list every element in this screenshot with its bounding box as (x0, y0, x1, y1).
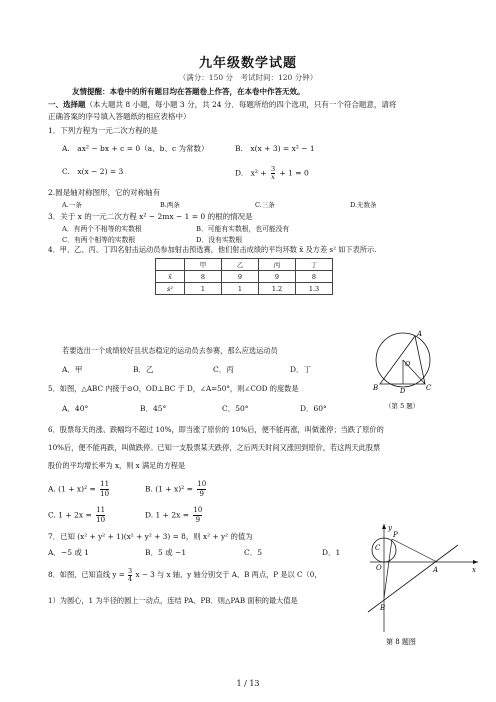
q6-d-lhs: D. 1 + 2x = (145, 510, 190, 520)
q6-option-a (48, 480, 109, 499)
section1-desc-cont: 正确答案的序号填入答题纸的相应表格中） (48, 112, 191, 121)
y-axis-arrow (382, 524, 386, 529)
table-cell: 丙 (259, 259, 296, 271)
q8-stem (48, 566, 321, 584)
label-c: C (426, 384, 432, 392)
q4-stem: 4．甲、乙、丙、丁四名射击运动员参加射击预选赛，他们射击成绩的平均环数 x̄ 及方差 s² 如下表所示. (48, 245, 377, 254)
label-o: O (405, 360, 411, 368)
q8-figure-caption: 第 8 题图 (386, 638, 416, 646)
q8-stem-pre: 8．如图，已知直线 y = (48, 570, 125, 579)
q2-option-a: A.一条 (62, 201, 82, 209)
q1-stem: 1．下列方程为一元二次方程的是 (48, 126, 158, 135)
page-title: 九年级数学试题 (198, 56, 297, 71)
line-ab (368, 545, 458, 612)
q6-option-c (48, 506, 105, 525)
q7-stem: 7．已知 (x² + y² + 1)(x² + y² + 3) = 8，则 x² + y² 的值为 (48, 532, 253, 541)
section1-desc: （本大题共 8 小题，每小题 3 分，共 24 分．每题所给的四个选项，只有一个符合题意，请将 (85, 100, 397, 109)
section1-intro (48, 100, 396, 110)
exam-info: （满分：150 分 考试时间：120 分钟） (178, 73, 318, 82)
q2-option-b: B.两条 (160, 201, 180, 209)
table-cell: s² (156, 283, 185, 295)
q5-circle-figure (363, 328, 443, 412)
q4-score-table (155, 258, 333, 295)
q6-line2: 10%后，便不能再跌，叫做跌停。已知一支股票某天跌停，之后两天时间又涨回到原价，若这两天此股票 (48, 443, 381, 452)
q1-d-denominator: x (271, 173, 275, 181)
q5-stem: 5．如图，△ABC 内接于⊙O，OD⊥BC 于 D，∠A=50°，则∠COD 的度数是 (48, 384, 299, 393)
q3-stem: 3．关于 x 的一元二次方程 x² − 2mx − 1 = 0 的根的情况是 (48, 212, 253, 221)
q6-b-fraction (197, 480, 206, 499)
table-cell: 9 (259, 271, 296, 283)
q3-option-b: B．可能有实数根，也可能没有 (196, 225, 290, 233)
label-a: A (433, 566, 439, 574)
q3-option-c: C．有两个相等的实数根 (62, 236, 136, 244)
q2-option-c: C.三条 (255, 201, 275, 209)
table-cell: 1.2 (259, 283, 296, 295)
q1-option-b: B. x(x + 3) = x² − 1 (235, 144, 315, 153)
label-p: P (393, 531, 398, 539)
q1-d-suffix: + 1 = 0 (279, 168, 309, 178)
label-x: x (472, 566, 476, 574)
q7-option-c: C．5 (244, 548, 263, 557)
q4-option-d: D．丁 (290, 365, 312, 374)
q2-option-d: D.无数条 (350, 201, 377, 209)
table-cell: 8 (185, 271, 222, 283)
q5-option-b: B．45° (140, 404, 167, 413)
q1-option-c: C. x(x − 2) = 3 (62, 167, 124, 176)
table-cell: 1 (222, 283, 259, 295)
q6-c-fraction (96, 506, 105, 525)
q7-option-d: D．1 (322, 548, 341, 557)
table-cell: 9 (222, 271, 259, 283)
q6-c-numerator: 11 (96, 506, 106, 514)
q1-d-fraction (271, 166, 275, 181)
label-b: B (380, 604, 386, 612)
q4-option-b: B．乙 (133, 365, 154, 374)
q6-c-lhs: C. 1 + 2x = (48, 510, 92, 520)
label-d: D (400, 387, 406, 395)
q7-option-b: B．5 或 −1 (145, 548, 187, 557)
table-cell (156, 259, 185, 271)
q7-option-a: A．−5 或 1 (48, 548, 90, 557)
q4-option-c: C．丙 (213, 365, 234, 374)
label-a: A (417, 330, 423, 338)
q6-b-lhs: B. (1 + x)² = (145, 484, 193, 494)
page-number: 1 / 13 (236, 679, 260, 688)
q1-d-numerator: 3 (270, 165, 276, 173)
table-row-mean (156, 271, 333, 283)
label-b: B (373, 384, 379, 392)
q8-numerator: 3 (128, 566, 133, 575)
table-row-header (156, 259, 333, 271)
q5-figure-caption: （第 5 题） (385, 402, 420, 410)
q6-a-denominator: 10 (100, 490, 110, 498)
q1-option-d (235, 166, 309, 181)
q6-c-denominator: 10 (96, 516, 106, 524)
q6-a-fraction (100, 480, 109, 499)
q3-option-d: D．没有实数根 (196, 236, 243, 244)
q5-option-a: A．40° (62, 404, 89, 413)
x-axis-arrow (473, 560, 478, 564)
q6-line1: 6．股票每天的涨、跌幅均不超过 10%，即当涨了原价的 10%后，便不能再涨，叫做涨停；当跌了原价的 (48, 425, 384, 434)
q6-b-numerator: 10 (197, 480, 207, 488)
q6-line3: 股价的平均增长率为 x，则 x 满足的方程是 (48, 461, 186, 470)
q6-d-numerator: 10 (193, 506, 203, 514)
table-cell: 丁 (296, 259, 333, 271)
q6-option-d (145, 506, 202, 525)
segment-pa (392, 539, 437, 562)
table-cell: 8 (296, 271, 333, 283)
q5-option-d: D．60° (300, 404, 327, 413)
q6-b-denominator: 9 (199, 490, 204, 498)
q8-denominator: 4 (128, 574, 133, 583)
label-y: y (388, 524, 392, 532)
q3-option-a: A．有两个不相等的实数根 (62, 225, 142, 233)
q6-d-denominator: 9 (195, 516, 201, 524)
q6-a-numerator: 11 (100, 480, 110, 488)
spacer-line (374, 538, 460, 602)
table-cell: 1 (185, 283, 222, 295)
q8-stem-post: x − 3 与 x 轴、y 轴分别交于 A、B 两点，P 是以 C（0， (135, 570, 322, 579)
q6-option-b (145, 480, 206, 499)
section1-heading: 一、选择题 (48, 100, 86, 109)
label-c: C (375, 544, 381, 552)
tip-text: 友情提醒：本卷中的所有题目均在答题卷上作答，在本卷中作答无效。 (72, 87, 305, 96)
q4-option-a: A．甲 (62, 365, 83, 374)
q8-coordinate-figure (362, 520, 484, 646)
q6-d-fraction (193, 506, 202, 525)
segment-pb (384, 539, 392, 598)
q5-option-c: C．50° (222, 404, 249, 413)
label-o: O (376, 564, 382, 572)
table-row-variance (156, 283, 333, 295)
q1-option-a: A. ax² − bx + c = 0（a、b、c 为常数） (62, 144, 209, 153)
table-cell: 1.3 (296, 283, 333, 295)
q1-d-prefix: D. x² + (235, 168, 267, 178)
q4-question: 若要选出一个成绩较好且状态稳定的运动员去参赛，那么应选运动员 (62, 346, 278, 355)
q8-fraction (128, 568, 132, 583)
q2-stem: 2.圆是轴对称图形，它的对称轴有 (48, 188, 161, 197)
table-cell: 甲 (185, 259, 222, 271)
q6-a-lhs: A. (1 + x)² = (48, 484, 96, 494)
q8-line2: 1）为圆心，1 为半径的圆上一动点，连结 PA、PB．则△PAB 面积的最大值是 (48, 596, 298, 605)
table-cell: 乙 (222, 259, 259, 271)
table-cell: x̄ (156, 271, 185, 283)
